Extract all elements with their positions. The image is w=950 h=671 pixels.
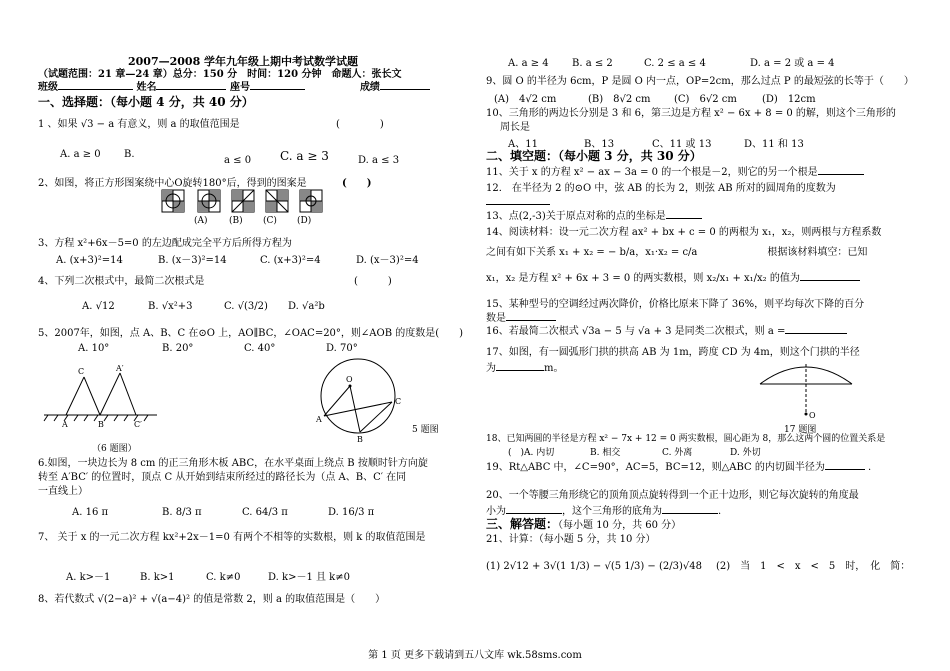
q5-segment-bc	[360, 402, 392, 432]
q7-option-d: D. k>－1 且 k≠0	[268, 572, 350, 583]
q15-answer-blank[interactable]	[506, 320, 556, 321]
q8-option-a: A. a ≥ 4	[508, 58, 549, 69]
q10-option-c: C、11 或 13	[652, 139, 712, 150]
q10-option-a: A、11	[508, 139, 538, 150]
q10-text-line1: 10、三角形的两边长分别是 3 和 6，第三边是方程 x² − 6x + 8 = 0 的解，则这个三角形的	[486, 108, 896, 119]
q3-text: 3、方程 x²+6x－5=0 的左边配成完全平方后所得方程为	[38, 238, 292, 249]
q3-option-d: D. (x－3)²=4	[356, 255, 419, 266]
q12-text-line1: 12． 在半径为 2 的⊙O 中，弦 AB 的长为 2，则弦 AB 所对的圆周角的度数为	[486, 183, 836, 194]
q8-option-b: B. a ≤ 2	[572, 58, 613, 69]
q13-question: 13、点(2,-3)关于原点对称的点的坐标是	[486, 211, 666, 222]
exam-title: 2007—2008 学年九年级上期中考试数学试题	[128, 55, 359, 68]
q6-figure	[42, 365, 187, 435]
q15-text-line1: 15、某种型号的空调经过两次降价，价格比原来下降了 36%，则平均每次下降的百分	[486, 299, 865, 310]
page-footer: 第 1 页 更多下载请到五八文库 wk.58sms.com	[368, 650, 582, 661]
q20-text-line1: 20、一个等腰三角形绕它的顶角顶点旋转得到一个正十边形，则它每次旋转的角度最	[486, 490, 859, 501]
q7-option-c: C. k≠0	[206, 572, 241, 583]
q2-original-pattern	[162, 190, 184, 212]
q5-option-d: D. 70°	[326, 343, 358, 354]
q20-angle-blank[interactable]	[506, 513, 562, 514]
q5-figure-caption: 5 题图	[412, 425, 439, 435]
q11-answer-blank[interactable]	[818, 174, 864, 175]
q4-bracket: ( )	[354, 276, 392, 287]
q20-text-line2: 小为 ，这个三角形的底角为 .	[486, 506, 722, 517]
right-column	[484, 0, 914, 640]
q7-option-b: B. k>1	[140, 572, 175, 583]
q14-answer-blank[interactable]	[800, 280, 860, 281]
q2-option-d-pattern[interactable]	[300, 190, 322, 212]
q14-text-line2: 之间有如下关系 x₁ + x₂ = − b/a，x₁·x₂ = c/a 根据该材料填空：已知	[486, 247, 868, 258]
exam-info: （试题范围：21 章—24 章）总分：150 分 时间：120 分钟 命题人：张长文	[38, 69, 402, 80]
q1-option-a: A. a ≥ 0	[60, 149, 101, 160]
q4-text: 4、下列二次根式中，最简二次根式是	[38, 276, 205, 287]
q6-label-a-prime: A′	[116, 364, 124, 373]
q2-label-c: (C)	[263, 216, 277, 226]
q9-option-d: (D) 12cm	[762, 94, 816, 105]
q4-option-a: A. √12	[82, 301, 115, 312]
q17-answer-blank[interactable]	[496, 370, 544, 371]
q11-text	[486, 166, 864, 179]
section-1-title: 一、选择题：（每小题 4 分，共 40 分）	[38, 95, 254, 109]
q17-text-line2	[486, 362, 563, 375]
q14-text-line3	[486, 272, 860, 285]
q20-base-angle-blank[interactable]	[662, 513, 718, 514]
q11-question: 11、关于 x 的方程 x² − ax − 3a = 0 的一个根是－2，则它的另一个根是	[486, 167, 818, 178]
q6-option-b: B. 8/3 π	[162, 507, 202, 518]
q16-text	[486, 325, 847, 338]
q2-text: 2、如图，将正方形图案绕中心O旋转180°后，得到的图案是	[38, 178, 307, 189]
q17-unit: m。	[544, 363, 564, 374]
section-3-title: 三、解答题：	[486, 517, 559, 531]
q5-label-c: C	[395, 397, 402, 406]
q18-option-d: D. 外切	[730, 448, 761, 458]
q15-text-line2	[486, 312, 556, 325]
q9-option-a: (A) 4√2 cm	[494, 94, 557, 105]
q12-answer-blank[interactable]	[486, 204, 550, 205]
q17-question: 为	[486, 363, 496, 374]
q20-middle: ，这个三角形的底角为	[562, 506, 662, 517]
q20-prefix: 小为	[486, 506, 506, 517]
left-column	[36, 0, 476, 640]
q8-option-c: C. 2 ≤ a ≤ 4	[644, 58, 706, 69]
q3-option-c: C. (x+3)²=4	[260, 255, 321, 266]
q1-option-c: C. a ≥ 3	[280, 149, 329, 163]
q6-text-line1: 6.如图，一块边长为 8 cm 的正三角形木板 ABC，在水平桌面上绕点 B 按顺时针方向旋	[38, 458, 428, 469]
q3-option-b: B. (x－3)²=14	[158, 255, 227, 266]
q1-option-b: B.	[124, 149, 135, 160]
q9-option-c: (C) 6√2 cm	[674, 94, 737, 105]
q6-option-a: A. 16 π	[72, 507, 109, 518]
q21-text: 21、计算：（每小题 5 分，共 10 分）	[486, 534, 656, 545]
q6-option-d: D. 16/3 π	[328, 507, 375, 518]
q5-label-a: A	[316, 415, 322, 424]
q18-text: 18、已知两圆的半径是方程 x² − 7x + 12 = 0 两实数根，圆心距为 8，那么这两个圆的位置关系是	[486, 434, 886, 444]
section-2-title: 二、填空题：（每小题 3 分，共 30 分）	[486, 149, 702, 163]
q17-figure-caption: 17 题图	[784, 425, 817, 435]
q2-figure	[162, 190, 352, 230]
name-label: 姓名	[136, 82, 157, 93]
q14-question: x₁，x₂ 是方程 x² + 6x + 3 = 0 的两实数根，则 x₂/x₁ + x₁/x₂ 的值为	[486, 273, 800, 284]
q21-part1: (1) 2√12 + 3√(1 1/3) − √(5 1/3) − (2/3)√48	[486, 561, 702, 572]
q8-option-d: D. a = 2 或 a = 4	[750, 58, 835, 69]
q6-label-c: C	[78, 367, 85, 376]
seat-blank[interactable]	[250, 89, 305, 90]
q2-option-b-pattern[interactable]	[232, 190, 254, 212]
q18-option-a: ( )A. 内切	[508, 448, 555, 458]
q6-text-line2: 转至 A′BC′ 的位置时，顶点 C 从开始到结束所经过的路径长为（点 A、B、C′ 在同	[38, 472, 407, 483]
q15-question: 数是	[486, 313, 506, 324]
q10-text-line2: 周长是	[500, 122, 530, 133]
q2-option-c-pattern[interactable]	[266, 190, 288, 212]
student-info-row	[38, 81, 430, 94]
q9-option-b: (B) 8√2 cm	[588, 94, 651, 105]
name-blank[interactable]	[156, 89, 226, 90]
q4-option-b: B. √x²+3	[148, 301, 193, 312]
q5-option-b: B. 20°	[162, 343, 194, 354]
q6-table-hatching	[44, 415, 148, 421]
q2-label-d: (D)	[297, 216, 312, 226]
q5-label-b: B	[357, 435, 363, 444]
q17-label-o: O	[809, 411, 816, 420]
q6-triangle-abc	[66, 377, 100, 415]
q6-label-a: A	[62, 420, 68, 429]
q5-option-c: C. 40°	[244, 343, 276, 354]
q19-answer-blank[interactable]	[825, 469, 865, 470]
q18-option-b: B. 相交	[590, 448, 621, 458]
q2-option-a-pattern[interactable]	[198, 190, 220, 212]
seat-label: 座号	[229, 82, 250, 93]
q4-option-d: D. √a²b	[288, 301, 325, 312]
q13-text	[486, 210, 702, 223]
q16-question: 16、若最简二次根式 √3a − 5 与 √a + 3 是同类二次根式，则 a =	[486, 326, 786, 337]
q16-answer-blank[interactable]	[785, 333, 847, 334]
q4-option-c: C. √(3/2)	[224, 301, 268, 312]
q2-label-b: (B)	[229, 216, 243, 226]
q8-text: 8、若代数式 √(2−a)² + √(a−4)² 的值是常数 2，则 a 的取值范围是（ ）	[38, 594, 386, 605]
q7-text: 7、 关于 x 的一元二次方程 kx²+2x－1=0 有两个不相等的实数根，则 k 的取值范围是	[38, 532, 426, 543]
q5-figure	[316, 358, 426, 446]
class-blank[interactable]	[58, 89, 133, 90]
q6-label-c-prime: C′	[134, 420, 142, 429]
section-3-heading	[486, 518, 681, 532]
score-blank[interactable]	[380, 89, 430, 90]
q6-figure-caption: （6 题图）	[92, 444, 137, 454]
q6-option-c: C. 64/3 π	[242, 507, 288, 518]
score-label: 成绩	[359, 82, 380, 93]
q5-label-o: O	[346, 375, 353, 384]
q1-bracket: ( )	[336, 119, 384, 130]
q10-option-d: D、11 和 13	[744, 139, 804, 150]
section-3-subtitle: （每小题 10 分，共 60 分）	[558, 520, 682, 531]
q2-label-a: (A)	[194, 216, 208, 226]
class-label: 班级	[38, 82, 58, 93]
q3-option-a: A. (x+3)²=14	[56, 255, 123, 266]
q18-option-c: C. 外离	[662, 448, 693, 458]
q13-answer-blank[interactable]	[666, 218, 702, 219]
q9-text: 9、圆 O 的半径为 6cm，P 是圆 O 内一点，OP=2cm，那么过点 P 的最短弦的长等于（ ）	[486, 76, 914, 87]
q1-text: 1 、如果 √3 − a 有意义，则 a 的取值范围是	[38, 119, 240, 130]
q17-figure	[756, 356, 866, 424]
q2-bracket: ( )	[342, 178, 372, 189]
q12-text-line2	[486, 196, 550, 209]
q19-text: 19、Rt△ABC 中，∠C=90°，AC=5，BC=12，则△ABC 的内切圆半径为 .	[486, 462, 872, 473]
q17-text-line1: 17、如图，有一圆弧形门拱的拱高 AB 为 1m，跨度 CD 为 4m，则这个门拱的半径	[486, 347, 860, 358]
q1-option-b-value: a ≤ 0	[224, 155, 252, 166]
q6-label-b: B	[98, 420, 104, 429]
q19-question: 19、Rt△ABC 中，∠C=90°，AC=5，BC=12，则△ABC 的内切圆半径为	[486, 462, 825, 473]
q14-text-line1: 14、阅读材料：设一元二次方程 ax² + bx + c = 0 的两根为 x₁，x₂，则两根与方程系数	[486, 227, 882, 238]
q6-triangle-abc-rotated	[100, 373, 136, 415]
q10-option-b: B、13	[584, 139, 615, 150]
q6-text-line3: 一直线上）	[38, 486, 88, 497]
q5-option-a: A. 10°	[78, 343, 110, 354]
q7-option-a: A. k>－1	[66, 572, 111, 583]
q5-text: 5、2007年，如图，点 A、B、C 在⊙O 上，AO∥BC，∠OAC=20°，则∠AOB 的度数是( )	[38, 328, 464, 339]
q1-option-d: D. a ≤ 3	[358, 155, 400, 166]
q21-part2: (2) 当 1 < x < 5 时， 化 简：	[716, 561, 911, 572]
